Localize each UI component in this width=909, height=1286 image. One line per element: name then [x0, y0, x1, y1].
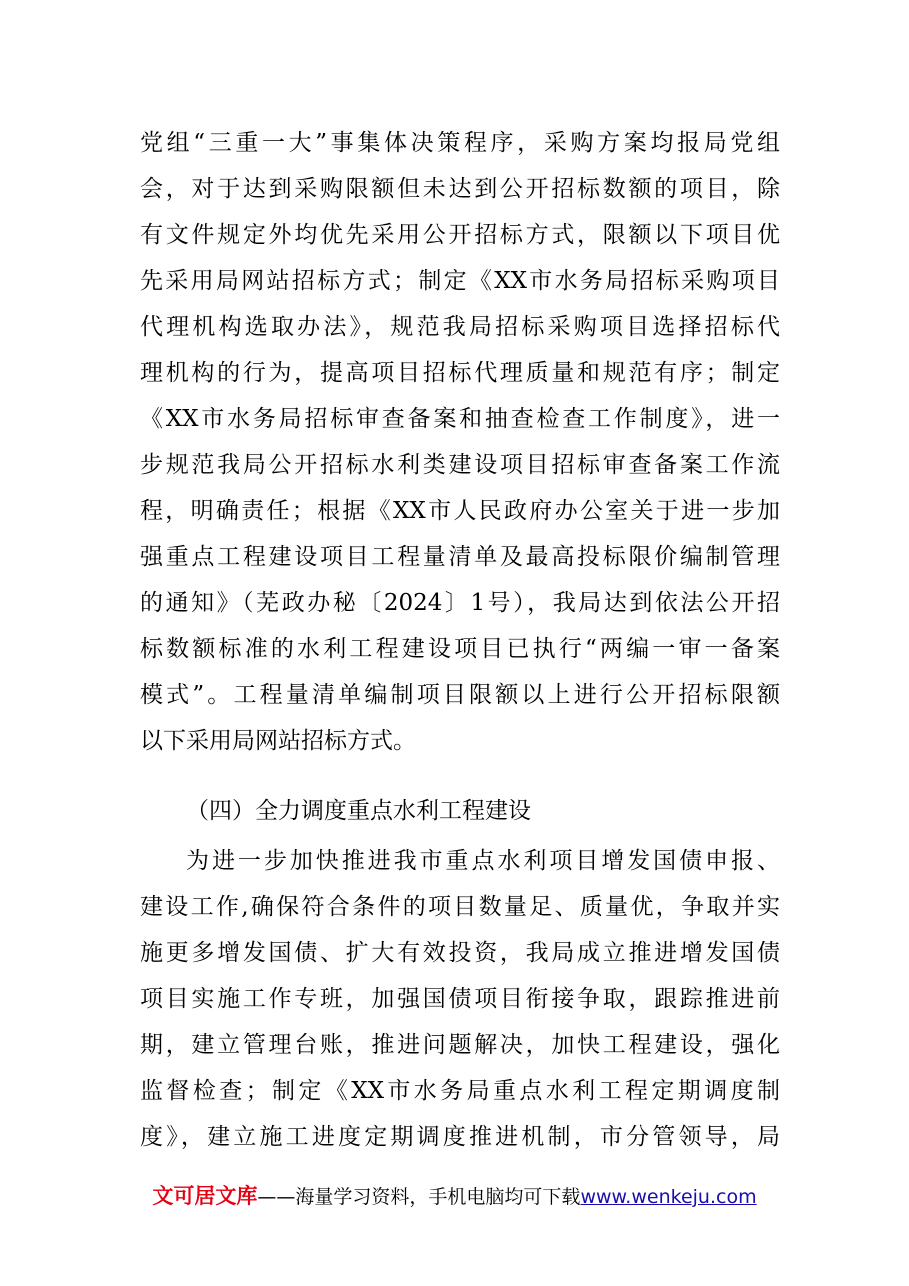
paragraph-line: 代理机构选取办法》，规范我局招标采购项目选择招标代	[140, 314, 780, 340]
paragraph-line: 期，建立管理台账，推进问题解决，加快工程建设，强化	[140, 1032, 780, 1058]
paragraph-line: 程，明确责任；根据《XX市人民政府办公室关于进一步加	[140, 498, 780, 524]
brand-name: 文可居文库	[152, 1184, 258, 1208]
paragraph-line: 建设工作,确保符合条件的项目数量足、质量优，争取并实	[140, 894, 780, 920]
paragraph-line: 理机构的行为，提高项目招标代理质量和规范有序；制定	[140, 360, 780, 386]
footer-dash: ——	[257, 1186, 296, 1208]
website-link[interactable]: www.wenkeju.com	[580, 1186, 757, 1208]
paragraph-line: 会，对于达到采购限额但未达到公开招标数额的项目，除	[140, 176, 780, 202]
footer-banner	[0, 1182, 909, 1211]
paragraph-line: 以下采用局网站招标方式。	[140, 728, 416, 754]
paragraph-line: 《XX市水务局招标审查备案和抽查检查工作制度》，进一	[140, 406, 780, 432]
paragraph-line: 标数额标准的水利工程建设项目已执行“两编一审一备案	[140, 636, 780, 662]
paragraph-line: 的通知》（芜政办秘〔2024〕1号），我局达到依法公开招	[140, 590, 780, 616]
paragraph-line: 监督检查；制定《XX市水务局重点水利工程定期调度制	[140, 1078, 780, 1104]
paragraph-line: 项目实施工作专班，加强国债项目衔接争取，跟踪推进前	[140, 986, 780, 1012]
paragraph-line: 度》，建立施工进度定期调度推进机制，市分管领导，局	[140, 1124, 780, 1150]
paragraph-line: 步规范我局公开招标水利类建设项目招标审查备案工作流	[140, 452, 780, 478]
paragraph-line: 施更多增发国债、扩大有效投资，我局成立推进增发国债	[140, 940, 780, 966]
paragraph-line: 党组“三重一大”事集体决策程序，采购方案均报局党组	[140, 130, 780, 156]
paragraph-line: 模式”。工程量清单编制项目限额以上进行公开招标限额	[140, 682, 780, 708]
section-heading: （四）全力调度重点水利工程建设	[186, 798, 531, 824]
footer-slogan: 海量学习资料，手机电脑均可下载	[295, 1186, 581, 1208]
paragraph-line: 为进一步加快推进我市重点水利项目增发国债申报、	[186, 848, 780, 874]
paragraph-line: 强重点工程建设项目工程量清单及最高投标限价编制管理	[140, 544, 780, 570]
paragraph-line: 先采用局网站招标方式；制定《XX市水务局招标采购项目	[140, 268, 780, 294]
paragraph-line: 有文件规定外均优先采用公开招标方式，限额以下项目优	[140, 222, 780, 248]
